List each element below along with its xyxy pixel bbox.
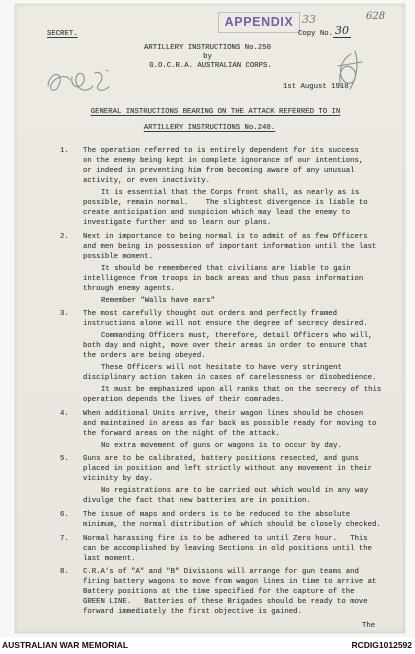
paragraph-block <box>83 385 415 405</box>
paragraph-number: 8. <box>60 568 69 577</box>
text-line: activity, or even inactivity. <box>83 177 210 185</box>
paragraph-number: 3. <box>60 310 69 319</box>
text-line: firing battery wagons to move from wagon lines in time to arrive at <box>83 578 377 587</box>
paragraph-block <box>83 441 415 451</box>
text-line: C.R.A's of "A" and "B" Divisions will arrange for gun teams and <box>83 568 359 577</box>
paragraph-block <box>83 567 415 617</box>
text-line: through enemy agents. <box>83 284 175 293</box>
paragraph-3 <box>0 309 415 405</box>
text-line: It is essential that the Corps front shall, as nearly as is <box>101 189 360 197</box>
subject-line-1: GENERAL INSTRUCTIONS BEARING ON THE ATTACK REFERRED TO IN <box>90 108 341 116</box>
text-line: The operation referred to is entirely dependent for its success <box>83 147 359 155</box>
text-line: When additional Units arrive, their wagon lines should be chosen <box>83 409 364 418</box>
paragraph-8 <box>0 567 415 617</box>
paragraph-block <box>83 264 415 294</box>
text-line: Next in importance to being normal is to admit of as few Officers <box>83 232 368 241</box>
text-line: instructions alone will not ensure the degree of secrecy desired. <box>83 320 368 329</box>
paragraph-7 <box>0 534 415 564</box>
text-line: both day and night, move over their areas in order to ensure that <box>83 342 368 351</box>
text-line: or indeed in preventing him from becoming aware of any unusual <box>83 167 355 175</box>
paragraph-number: 5. <box>60 455 69 464</box>
paragraph-number: 1. <box>60 147 69 155</box>
text-line: the orders are being obeyed. <box>83 352 206 361</box>
text-line: Battery positions at the time specified for the capture of the <box>83 588 355 597</box>
paragraph-1 <box>0 146 415 228</box>
text-line: The issue of maps and orders is to be reduced to the absolute <box>83 510 351 519</box>
text-line: forward immediately the first objective is gained. <box>83 608 302 617</box>
text-line: Commanding Officers must, therefore, detail Officers who will, <box>101 332 373 341</box>
document-title: ARTILLERY INSTRUCTIONS No.250 <box>144 44 271 52</box>
text-line: Remember "Walls have ears" <box>101 296 215 305</box>
text-line: disciplinary action taken in cases of carelessness or disobedience. <box>83 374 377 383</box>
archive-footer <box>0 637 415 654</box>
text-line: No registrations are to be carried out which would in any way <box>101 487 369 496</box>
paragraph-block <box>83 363 415 383</box>
text-line: and maintained in areas as far back as possible ready for moving to <box>83 419 377 428</box>
paragraph-block <box>83 510 415 530</box>
footer-institution: AUSTRALIAN WAR MEMORIAL <box>2 640 129 650</box>
subject-line-2: ARTILLERY INSTRUCTIONS No.240. <box>143 124 276 132</box>
text-line: These Officers will not hesitate to have very stringent <box>101 364 342 373</box>
text-line: It should be remembered that civilians are liable to gain <box>101 264 351 273</box>
paragraph-6 <box>0 510 415 530</box>
catchword: The <box>362 622 376 630</box>
paragraph-number: 2. <box>60 232 69 241</box>
paragraph-block <box>83 409 415 439</box>
text-line: and men being in possession of important information until the last <box>83 242 377 251</box>
text-line: create anticipation and suspicion which may lead the enemy to <box>83 209 351 217</box>
document-date: 1st August 1918. <box>283 83 354 91</box>
text-line: minimum, the normal distribution of which should be closely checked. <box>83 520 381 529</box>
text-line: Guns are to be calibrated, battery positions resected, and guns <box>83 455 359 464</box>
copy-number: 30 <box>335 24 349 37</box>
text-line: can be accomplished by leaving Sections in old positions until the <box>83 544 373 553</box>
text-line: divulge the fact that new batteries are in position. <box>83 497 311 506</box>
text-line: It must be emphasized upon all ranks that on the secrecy of this <box>101 386 382 395</box>
paragraph-block <box>83 232 415 262</box>
text-line: intelligence from troops in back areas and thus pass information <box>83 274 364 283</box>
text-line: GREEN LINE. Batteries of these Brigades should be ready to move <box>83 598 368 607</box>
paragraph-5 <box>0 454 415 506</box>
paragraph-block <box>83 534 415 564</box>
paragraph-block <box>83 188 415 228</box>
paragraph-4 <box>0 409 415 451</box>
paragraph-block <box>83 146 415 186</box>
text-line: Normal harassing fire is to be adhered to until Zero hour. This <box>83 534 368 543</box>
text-line: vicinity by day. <box>83 475 154 484</box>
paragraph-block <box>83 486 415 506</box>
instructions-body <box>0 146 415 617</box>
issuer: G.O.C.R.A. AUSTRALIAN CORPS. <box>149 62 272 70</box>
footer-record-id: RCDIG1012592 <box>351 640 412 650</box>
text-line: investigate further and so learn our plans. <box>83 219 272 227</box>
handwritten-appendix-number: 33 <box>302 13 316 26</box>
text-line: last moment. <box>83 554 136 563</box>
paragraph-number: 6. <box>60 510 69 519</box>
handwritten-page-number: 628 <box>366 11 386 22</box>
paragraph-2 <box>0 232 415 306</box>
paragraph-block <box>83 296 415 306</box>
text-line: operation depends the lives of their comrades. <box>83 396 285 405</box>
text-line: on the enemy being kept in complete ignorance of our intentions, <box>83 157 364 165</box>
paragraph-block <box>83 309 415 329</box>
classification-marking: SECRET. <box>47 30 78 38</box>
text-line: The most carefully thought out orders and perfectly framed <box>83 310 337 319</box>
text-line: No extra movement of guns or wagons is to occur by day. <box>101 441 342 450</box>
title-by: by <box>203 53 212 61</box>
paragraph-number: 4. <box>60 409 69 418</box>
text-line: placed in position and left strictly without any movement in their <box>83 465 373 474</box>
copy-label: Copy No. <box>298 30 334 38</box>
paragraph-block <box>83 331 415 361</box>
paragraph-number: 7. <box>60 534 69 543</box>
text-line: possible, remain normal. The slightest divergence is liable to <box>83 199 368 207</box>
text-line: the forward areas on the night of the attack. <box>83 429 281 438</box>
text-line: possible moment. <box>83 252 154 261</box>
appendix-stamp: APPENDIX <box>218 12 300 33</box>
paragraph-block <box>83 454 415 484</box>
